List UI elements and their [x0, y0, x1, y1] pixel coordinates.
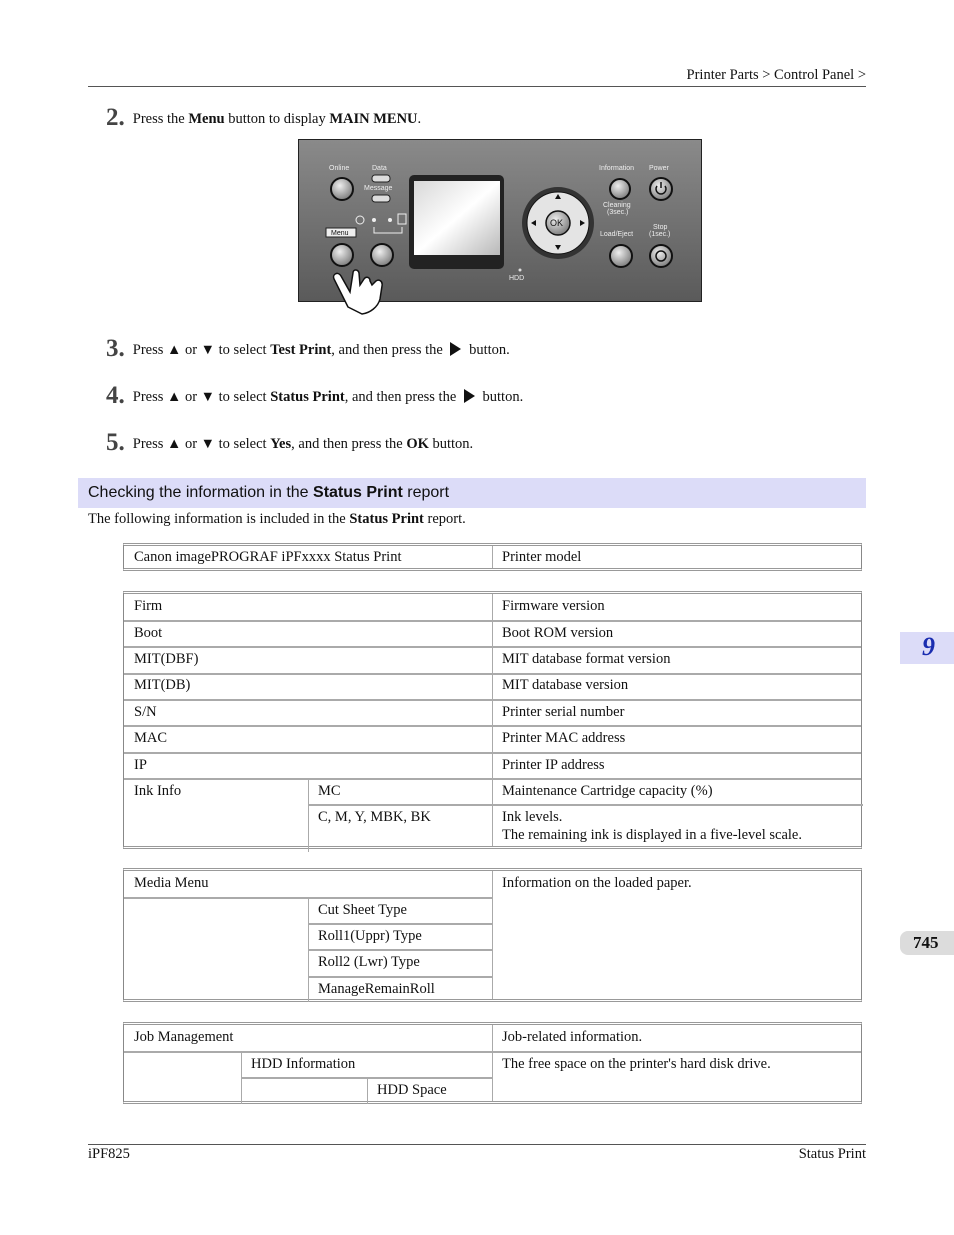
step-3: 3. Press ▲ or ▼ to select Test Print, and then press the button. [106, 335, 510, 362]
table-cell: MIT(DB) [134, 677, 191, 693]
panel-label-information: Information [599, 165, 635, 172]
intro-text: The following information is included in the Status Print report. [88, 511, 466, 527]
table-cell: MIT database version [502, 677, 629, 693]
ok-label: OK [550, 218, 564, 228]
panel-label-load-eject: Load/Eject [600, 231, 634, 238]
table-cell: Media Menu [134, 875, 209, 891]
hdd-lamp [519, 269, 522, 272]
online-button[interactable] [331, 178, 353, 200]
menu-button[interactable] [331, 244, 353, 266]
panel-label-message: Message [364, 185, 393, 192]
table-cell: Job-related information. [502, 1029, 643, 1045]
table-cell: C, M, Y, MBK, BK [318, 809, 431, 825]
table-cell: The free space on the printer's hard disk drive. [502, 1056, 771, 1072]
panel-label-stop-time: (1sec.) [649, 231, 671, 238]
message-lamp [372, 195, 390, 202]
table-cell: The remaining ink is displayed in a five-level scale. [502, 827, 802, 843]
table-cell: Firmware version [502, 598, 605, 614]
table-cell: Roll2 (Lwr) Type [318, 954, 420, 970]
section-heading: Checking the information in the Status Print report [78, 478, 866, 508]
step-4: 4. Press ▲ or ▼ to select Status Print, and then press the button. [106, 382, 524, 409]
table-cell: MIT database format version [502, 651, 671, 667]
panel-label-power: Power [649, 165, 669, 172]
table-cell: Job Management [134, 1029, 234, 1045]
table-job-management [123, 1022, 862, 1104]
panel-label-cleaning-time: (3sec.) [607, 209, 629, 216]
table-media-menu [123, 868, 862, 1002]
panel-label-data: Data [372, 165, 387, 172]
panel-label-menu: Menu [331, 230, 349, 237]
table-cell: Printer serial number [502, 704, 625, 720]
table-firmware-info [123, 591, 862, 849]
table-cell: S/N [134, 704, 157, 720]
table-cell: Ink Info [134, 783, 182, 799]
table-cell: Information on the loaded paper. [502, 875, 692, 891]
table-printer-model [123, 543, 862, 571]
table-cell: IP [134, 757, 147, 773]
footer-right: Status Print [798, 1146, 866, 1162]
table-cell: Roll1(Uppr) Type [318, 928, 422, 944]
table-cell: MIT(DBF) [134, 651, 199, 667]
table-cell: Printer IP address [502, 757, 605, 773]
panel-label-online: Online [329, 165, 350, 172]
table-cell: HDD Information [251, 1056, 356, 1072]
page-number-tab: 745 [900, 931, 954, 955]
table-cell: Maintenance Cartridge capacity (%) [502, 783, 713, 799]
step-number: 3. [106, 335, 125, 362]
dot-icon [372, 218, 376, 222]
chapter-tab[interactable]: 9 [900, 632, 954, 664]
dot-icon [388, 218, 392, 222]
step-number: 2. [106, 104, 125, 131]
table-cell: Ink levels. [502, 809, 563, 825]
control-panel-illustration [298, 139, 702, 315]
footer-left: iPF825 [88, 1146, 130, 1162]
panel-label-hdd: HDD [509, 275, 525, 282]
panel-label-stop: Stop [653, 224, 668, 231]
panel-label-cleaning: Cleaning [603, 202, 631, 209]
stop-button[interactable] [650, 245, 672, 267]
footer-rule [88, 1144, 866, 1145]
step-number: 4. [106, 382, 125, 409]
step-number: 5. [106, 429, 125, 456]
power-button[interactable] [650, 178, 672, 200]
table-cell: Boot ROM version [502, 625, 614, 641]
lcd-screen [414, 181, 500, 255]
table-cell: Printer MAC address [502, 730, 626, 746]
table-cell: Cut Sheet Type [318, 902, 407, 918]
information-button[interactable] [610, 179, 630, 199]
breadcrumb: Printer Parts > Control Panel > [686, 67, 866, 83]
back-button[interactable] [371, 244, 393, 266]
load-eject-button[interactable] [610, 245, 632, 267]
table-cell: HDD Space [377, 1082, 447, 1098]
table-cell: Boot [134, 625, 163, 641]
table-cell: Printer model [502, 549, 582, 565]
right-triangle-icon [464, 389, 475, 403]
step-2: 2. Press the Menu button to display MAIN MENU. [106, 104, 422, 131]
table-cell: MAC [134, 730, 168, 746]
header-rule [88, 86, 866, 87]
table-cell: Canon imagePROGRAF iPFxxxx Status Print [134, 549, 402, 565]
step-5: 5. Press ▲ or ▼ to select Yes, and then press the OK button. [106, 429, 474, 456]
right-triangle-icon [450, 342, 461, 356]
table-cell: Firm [134, 598, 163, 614]
table-cell: ManageRemainRoll [318, 981, 435, 997]
table-cell: MC [318, 783, 341, 799]
data-lamp [372, 175, 390, 182]
